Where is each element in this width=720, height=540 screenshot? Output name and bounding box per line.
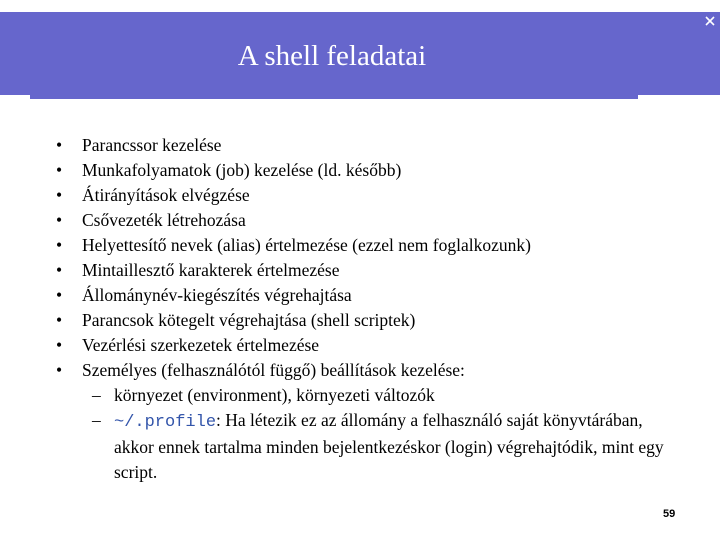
bullet-icon: • — [56, 160, 63, 180]
sub-list-item-profile — [0, 408, 720, 485]
bullet-icon: • — [56, 335, 63, 355]
list-item-text: Munkafolyamatok (job) kezelése (ld. később) — [82, 160, 402, 180]
bullet-icon: • — [56, 360, 63, 380]
bullet-icon: • — [56, 235, 63, 255]
list-item — [0, 133, 720, 158]
page-number: 59 — [663, 508, 676, 520]
bullet-icon: • — [56, 210, 63, 230]
sub-list-item-text: környezet (environment), környezeti változók — [114, 385, 435, 405]
list-item — [0, 158, 720, 183]
dash-icon: – — [92, 385, 101, 405]
list-item-text: Állománynév-kiegészítés végrehajtása — [82, 285, 352, 305]
slide-title: A shell feladatai — [237, 40, 427, 72]
profile-description: : Ha létezik ez az állomány a felhasználó saját könyvtárában, akkor ennek tartalma minden bejelentkezéskor (login) végrehajtódik, mint egy script. — [114, 410, 664, 482]
list-item-text: Csővezeték létrehozása — [82, 210, 246, 230]
list-item-text: Személyes (felhasználótól függő) beállítások kezelése: — [82, 360, 465, 380]
close-x-icon — [705, 16, 715, 26]
list-item-text: Átirányítások elvégzése — [82, 185, 250, 205]
profile-filename: ~/.profile — [114, 413, 217, 432]
sub-list-item-text — [114, 408, 674, 485]
bullet-icon: • — [56, 285, 63, 305]
sub-list-item-environment — [0, 383, 720, 408]
list-item-text: Mintaillesztő karakterek értelmezése — [82, 260, 340, 280]
list-item — [0, 208, 720, 233]
list-item — [0, 308, 720, 333]
list-item-text: Vezérlési szerkezetek értelmezése — [82, 335, 320, 355]
list-item — [0, 183, 720, 208]
list-item — [0, 358, 720, 383]
list-item — [0, 233, 720, 258]
dash-icon: – — [92, 410, 101, 430]
list-item-text: Parancsok kötegelt végrehajtása (shell scriptek) — [82, 310, 416, 330]
bullet-icon: • — [56, 260, 63, 280]
list-item — [0, 258, 720, 283]
bullet-icon: • — [56, 135, 63, 155]
list-item — [0, 333, 720, 358]
slide-content — [0, 133, 720, 485]
list-item — [0, 283, 720, 308]
title-underline — [30, 95, 638, 99]
list-item-text: Helyettesítő nevek (alias) értelmezése (ezzel nem foglalkozunk) — [82, 235, 531, 255]
list-item-text: Parancssor kezelése — [82, 135, 222, 155]
bullet-icon: • — [56, 185, 63, 205]
bullet-icon: • — [56, 310, 63, 330]
